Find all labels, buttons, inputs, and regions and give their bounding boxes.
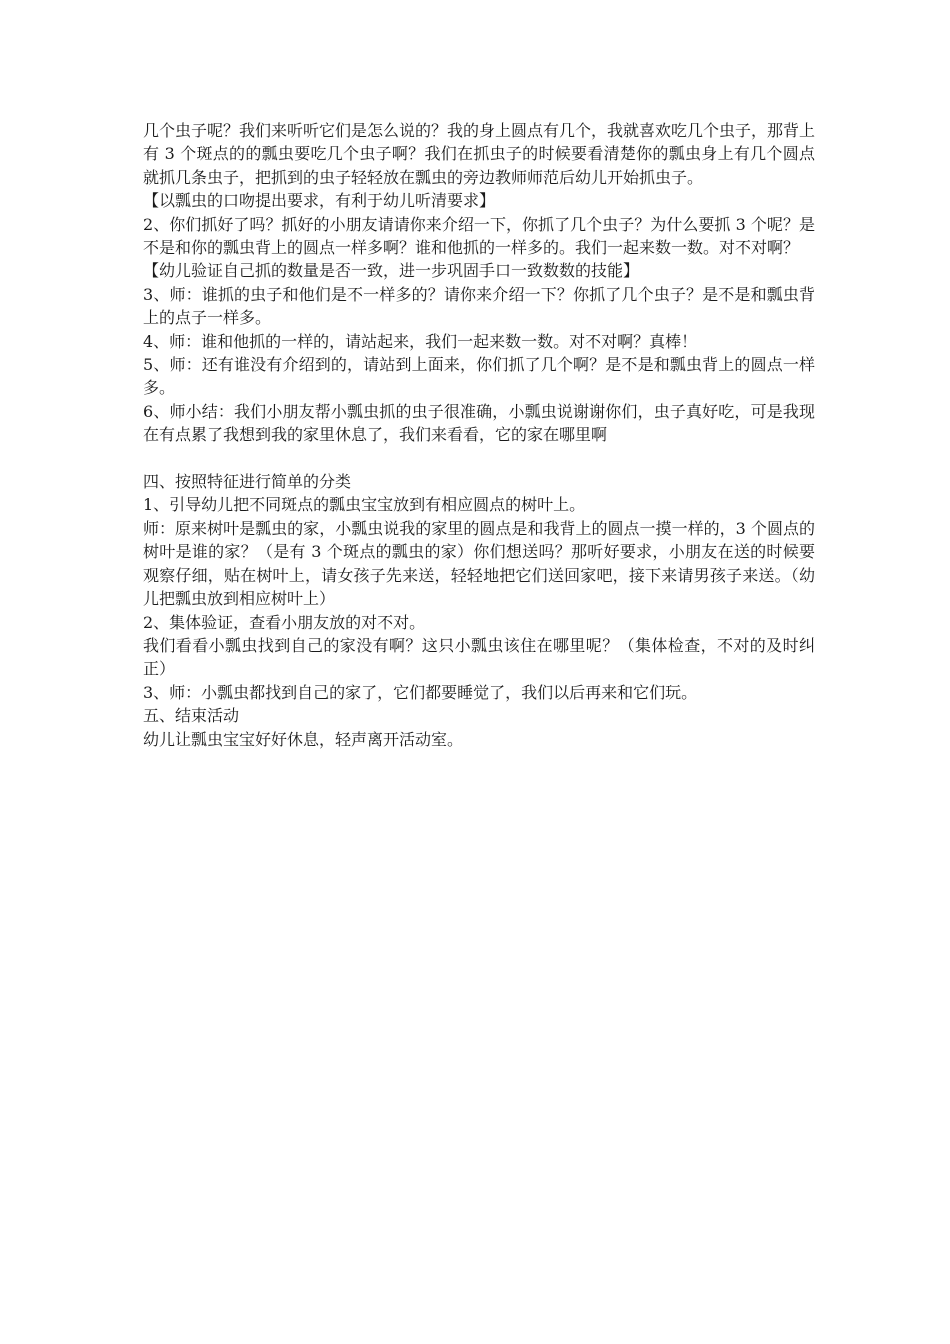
paragraph: 幼儿让瓢虫宝宝好好休息，轻声离开活动室。 xyxy=(143,729,464,749)
paragraph: 1、引导幼儿把不同斑点的瓢虫宝宝放到有相应圆点的树叶上。 xyxy=(143,495,586,515)
paragraph: 4、师：谁和他抓的一样的，请站起来，我们一起来数一数。对不对啊？真棒！ xyxy=(143,331,698,351)
section-heading: 四、按照特征进行简单的分类 xyxy=(143,472,352,492)
blank-line xyxy=(143,447,815,470)
annotation-paragraph: 【以瓢虫的口吻提出要求，有利于幼儿听清要求】 xyxy=(143,191,496,211)
paragraph: 3、师：谁抓的虫子和他们是不一样多的？请你来介绍一下？你抓了几个虫子？是不是和瓢虫背上的点子一样多。 xyxy=(143,284,815,328)
paragraph: 6、师小结：我们小朋友帮小瓢虫抓的虫子很准确，小瓢虫说谢谢你们，虫子真好吃，可是我现在有点累了我想到我的家里休息了，我们来看看，它的家在哪里啊 xyxy=(143,401,815,445)
paragraph: 师：原来树叶是瓢虫的家，小瓢虫说我的家里的圆点是和我背上的圆点一摸一样的，3 个圆点的树叶是谁的家？（是有 3 个斑点的瓢虫的家）你们想送吗？那听好要求，小朋友在送的时候要观察仔细，贴在树叶上，请女孩子先来送，轻轻地把它们送回家吧，接下来请男孩子来送。（幼儿把瓢虫放到相应树叶上） xyxy=(143,518,815,609)
paragraph: 2、你们抓好了吗？抓好的小朋友请请你来介绍一下，你抓了几个虫子？为什么要抓 3 个呢？是不是和你的瓢虫背上的圆点一样多啊？谁和他抓的一样多的。我们一起来数一数。对不对啊？ xyxy=(143,214,815,258)
paragraph: 2、集体验证，查看小朋友放的对不对。 xyxy=(143,612,426,632)
paragraph: 3、师：小瓢虫都找到自己的家了，它们都要睡觉了，我们以后再来和它们玩。 xyxy=(143,682,698,702)
paragraph: 我们看看小瓢虫找到自己的家没有啊？这只小瓢虫该住在哪里呢？（集体检查，不对的及时纠正） xyxy=(143,635,815,679)
paragraph: 5、师：还有谁没有介绍到的，请站到上面来，你们抓了几个啊？是不是和瓢虫背上的圆点一样多。 xyxy=(143,355,815,398)
section-heading: 五、结束活动 xyxy=(143,706,240,726)
document-body xyxy=(143,119,815,751)
annotation-paragraph: 【幼儿验证自己抓的数量是否一致，进一步巩固手口一致数数的技能】 xyxy=(143,261,640,281)
paragraph: 几个虫子呢？我们来听听它们是怎么说的？我的身上圆点有几个，我就喜欢吃几个虫子，那背上有 3 个斑点的的瓢虫要吃几个虫子啊？我们在抓虫子的时候要看清楚你的瓢虫身上有几个圆点就抓几条虫子，把抓到的虫子轻轻放在瓢虫的旁边教师师范后幼儿开始抓虫子。 xyxy=(143,121,816,187)
